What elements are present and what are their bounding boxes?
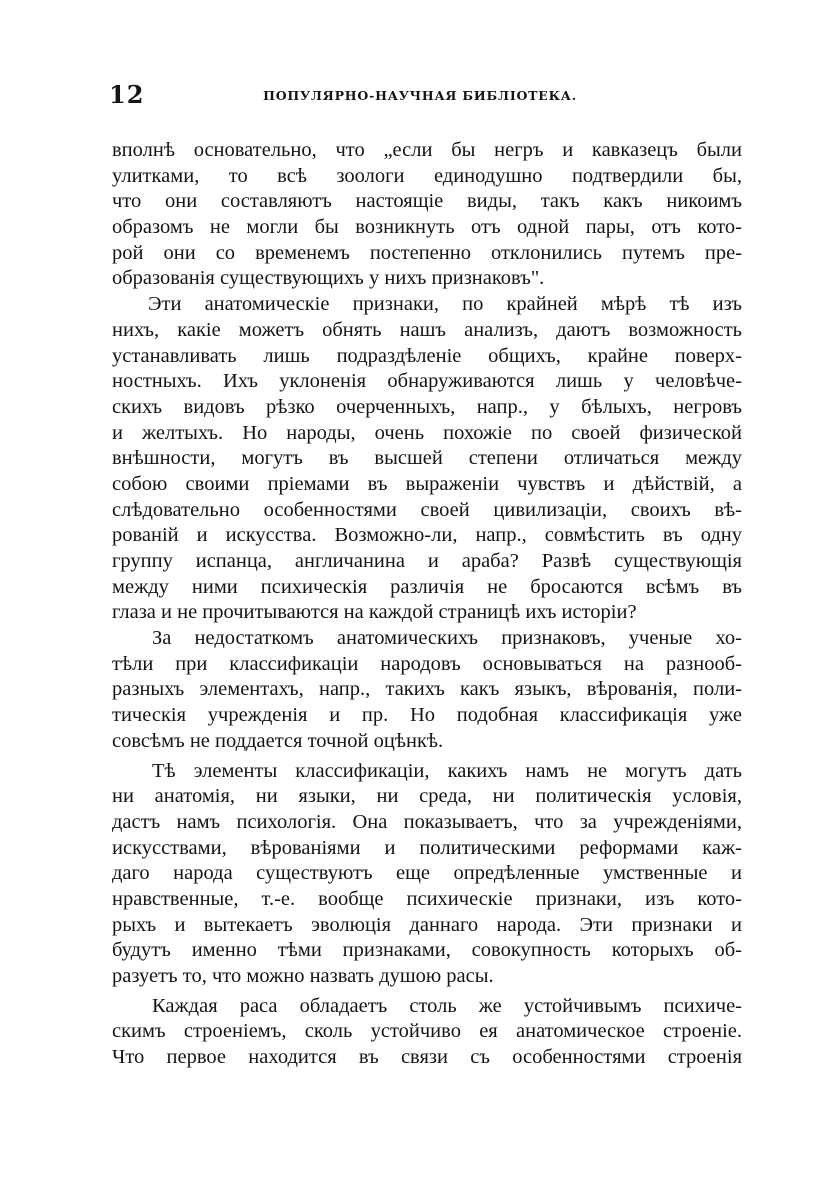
text-line: рованій и искусства. Возможно-ли, напр., совмѣстить въ одну bbox=[112, 524, 742, 547]
text-line: слѣдовательно особенностями своей цивилизаціи, своихъ вѣ- bbox=[112, 498, 742, 521]
text-line: совсѣмъ не поддается точной оцѣнкѣ. bbox=[112, 729, 444, 752]
text-line: что они составляютъ настоящіе виды, такъ какъ никоимъ bbox=[112, 190, 742, 213]
text-line: и желтыхъ. Но народы, очень похожіе по своей физической bbox=[112, 421, 742, 444]
text-line: тѣли при классификаціи народовъ основываться на разнооб- bbox=[112, 652, 742, 675]
text-line: рой они со временемъ постепенно отклонились путемъ пре- bbox=[112, 241, 742, 264]
text-line: нравственные, т.-е. вообще психическіе признаки, изъ кото- bbox=[112, 887, 742, 910]
text-line: образомъ не могли бы возникнуть отъ одной пары, отъ кото- bbox=[112, 216, 742, 239]
text-line: разуетъ то, что можно назвать душою расы. bbox=[112, 965, 494, 987]
paragraph-3 bbox=[112, 626, 742, 754]
text-line: дастъ намъ психологія. Она показываетъ, что за учрежденіями, bbox=[112, 810, 742, 833]
text-line: Каждая раса обладаетъ столь же устойчивымъ психиче- bbox=[152, 994, 742, 1017]
text-line: между ними психическія различія не бросаются всѣмъ въ bbox=[112, 575, 742, 598]
text-line: собою своими пріемами въ выраженіи чувствъ и дѣйствій, а bbox=[112, 472, 742, 495]
text-line: разныхъ элементахъ, напр., такихъ какъ языкъ, вѣрованія, поли- bbox=[112, 678, 742, 701]
paragraph-1 bbox=[112, 138, 742, 292]
text-line: Что первое находится въ связи съ особенностями строенія bbox=[112, 1046, 742, 1069]
text-line: будутъ именно тѣми признаками, совокупность которыхъ об- bbox=[112, 939, 742, 962]
paragraph-5 bbox=[112, 994, 742, 1071]
text-line: Тѣ элементы классификаціи, какихъ намъ не могутъ дать bbox=[152, 759, 742, 782]
text-line: скимъ строеніемъ, сколь устойчиво ея анатомическое строеніе. bbox=[112, 1020, 742, 1043]
text-line: ни анатомія, ни языки, ни среда, ни политическія условія, bbox=[112, 785, 742, 808]
text-line: Эти анатомическіе признаки, по крайней мѣрѣ тѣ изъ bbox=[148, 293, 742, 316]
text-line: улитками, то всѣ зоологи единодушно подтвердили бы, bbox=[112, 164, 742, 187]
page-number: 12 bbox=[109, 80, 145, 109]
text-line: образованія существующихъ у нихъ признаковъ". bbox=[112, 267, 545, 290]
text-line: глаза и не прочитываются на каждой страницѣ ихъ исторіи? bbox=[112, 601, 637, 624]
text-line: внѣшности, могутъ въ высшей степени отличаться между bbox=[112, 447, 742, 470]
paragraph-2 bbox=[112, 292, 742, 626]
paragraph-4 bbox=[112, 759, 742, 990]
text-line: даго народа существуютъ еще опредѣленные умственные и bbox=[112, 862, 742, 885]
text-line: ностныхъ. Ихъ уклоненія обнаруживаются лишь у человѣче- bbox=[112, 370, 742, 393]
running-title: ПОПУЛЯРНО-НАУЧНАЯ БИБЛІОТЕКА. bbox=[263, 88, 577, 103]
text-line: скихъ видовъ рѣзко очерченныхъ, напр., у бѣлыхъ, негровъ bbox=[112, 395, 742, 418]
body-text bbox=[112, 138, 742, 1071]
text-line: тическія учрежденія и пр. Но подобная классификація уже bbox=[112, 704, 742, 727]
text-line: группу испанца, англичанина и араба? Развѣ существующія bbox=[112, 550, 742, 572]
text-line: вполнѣ основательно, что „если бы негръ и кавказецъ были bbox=[112, 139, 742, 161]
text-line: устанавливать лишь подраздѣленіе общихъ, крайне поверх- bbox=[112, 344, 742, 367]
text-line: нихъ, какіе можетъ обнять нашъ анализъ, даютъ возможность bbox=[112, 318, 742, 341]
text-line: За недостаткомъ анатомическихъ признаковъ, ученые хо- bbox=[152, 627, 742, 650]
text-line: искусствами, вѣрованіями и политическими реформами каж- bbox=[112, 836, 742, 859]
text-line: рыхъ и вытекаетъ эволюція даннаго народа. Эти признаки и bbox=[112, 913, 742, 936]
